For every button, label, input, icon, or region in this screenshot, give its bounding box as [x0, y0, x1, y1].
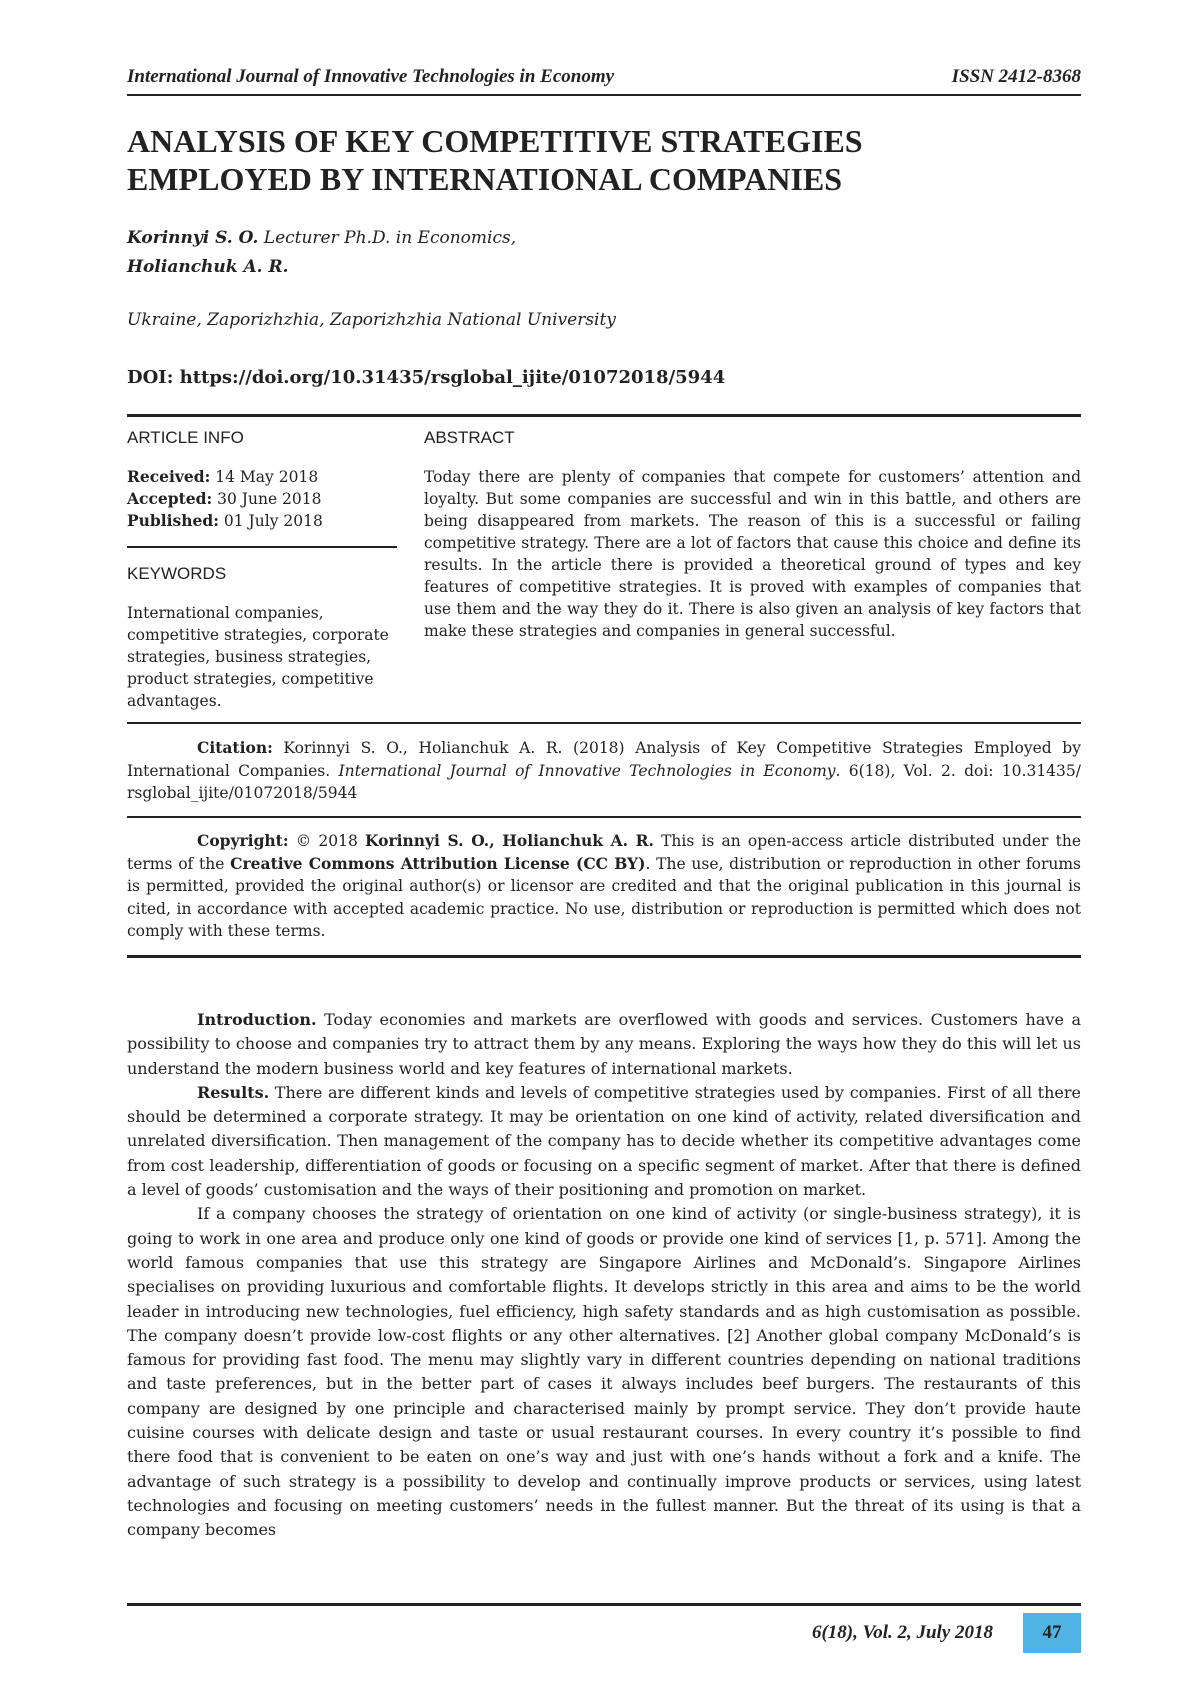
- abstract-text: Today there are plenty of companies that compete for customers’ attention and loyalty. But some companies are successful and win in this battle, and others are being disappeared from markets. The reason of this is a successful or failing competitive strategy. There are a lot of factors that cause this choice and define its results. In the article there is provided a theoretical ground of types and key features of competitive strategies. It is proved with examples of companies that use them and the way they do it. There is also given an analysis of key factors that make these strategies and companies in general successful.: [424, 468, 1081, 640]
- results-text: There are different kinds and levels of competitive strategies used by companies. First of all there should be determined a corporate strategy. It may be orientation on one kind of activity, related diversification and unrelated diversification. Then management of the company has to decide whether its competitive advantages come from cost leadership, differentiation of goods or focusing on a specific segment of market. After that there is defined a level of goods’ customisation and the ways of their positioning and promotion on market.: [127, 1082, 1081, 1200]
- journal-name: International Journal of Innovative Technologies in Economy: [127, 66, 615, 87]
- abstract-column: [424, 428, 1081, 642]
- citation-journal: International Journal of Innovative Technologies in Economy: [338, 761, 836, 780]
- copyright-text-1: This is an open-access article distributed under the terms of the: [127, 832, 1081, 873]
- citation-top-rule: [127, 722, 1081, 724]
- intro-text: Today economies and markets are overflowed with goods and services. Customers have a possibility to choose and companies try to attract them by any means. Exploring the ways how they do this will let us understand the modern business world and key features of international markets.: [127, 1010, 1081, 1078]
- accepted-date: 30 June 2018: [212, 490, 322, 508]
- header-rule: [127, 94, 1081, 96]
- page-number: 47: [1023, 1613, 1081, 1653]
- received-date: 14 May 2018: [210, 468, 319, 486]
- copyright-year: © 2018: [288, 832, 365, 850]
- title-line-2: EMPLOYED BY INTERNATIONAL COMPANIES: [127, 161, 843, 197]
- copyright-top-rule: [127, 816, 1081, 818]
- results-label: Results.: [197, 1082, 270, 1102]
- intro-label: Introduction.: [197, 1010, 317, 1029]
- citation: [127, 737, 1081, 805]
- author-1-role: Lecturer Ph.D. in Economics,: [258, 228, 517, 248]
- citation-label: Citation:: [197, 738, 273, 757]
- received-line: [127, 466, 397, 488]
- citation-tail: . 6(18), Vol. 2. doi: 10.31435/ rsglobal_ijite/01072018/5944: [127, 761, 1081, 802]
- keywords-heading: KEYWORDS: [127, 564, 227, 583]
- keywords-rule: [127, 546, 397, 548]
- accepted-label: Accepted:: [127, 489, 213, 508]
- author-2: [127, 253, 516, 282]
- accepted-line: [127, 488, 397, 510]
- doi[interactable]: DOI: https://doi.org/10.31435/rsglobal_ijite/01072018/5944: [127, 367, 726, 388]
- footer-rule: [127, 1603, 1081, 1606]
- abstract-heading: ABSTRACT: [424, 428, 515, 447]
- citation-text: Korinnyi S. O., Holianchuk A. R. (2018) Analysis of Key Competitive Strategies Employed by International Companies.: [127, 739, 1081, 780]
- article-info-column: [127, 428, 397, 712]
- author-1-name: Korinnyi S. O.: [127, 228, 259, 248]
- published-date: 01 July 2018: [218, 512, 323, 530]
- copyright-bottom-rule: [127, 955, 1081, 958]
- issue-info: 6(18), Vol. 2, July 2018: [811, 1622, 993, 1643]
- results-paragraph: [127, 1081, 1081, 1202]
- keywords-text: International companies, competitive strategies, corporate strategies, business strategies, product strategies, competitive advantages.: [127, 604, 389, 710]
- copyright: [127, 830, 1081, 943]
- article-info-heading: ARTICLE INFO: [127, 428, 244, 447]
- title-line-1: ANALYSIS OF KEY COMPETITIVE STRATEGIES: [127, 123, 863, 159]
- author-2-name: Holianchuk A. R.: [127, 257, 289, 277]
- strategy-paragraph: If a company chooses the strategy of orientation on one kind of activity (or single-business strategy), it is going to work in one area and produce only one kind of goods or provide one kind of services [1, p. 571]. Among the world famous companies that use this strategy are Singapore Airlines and McDonald’s. Singapore Airlines specialises on providing luxurious and comfortable flights. It develops strictly in this area and aims to be the world leader in introducing new technologies, fuel efficiency, high safety standards and as high customisation as possible. The company doesn’t provide low-cost flights or any other alternatives. [2] Another global company McDonald’s is famous for providing fast food. The menu may slightly vary in different countries depending on national traditions and taste preferences, but in the better part of cases it always includes beef burgers. The restaurants of this company are designed by one principle and characterised mainly by prompt service. They don’t provide haute cuisine courses with delicate design and taste or usual restaurant courses. In every country it’s possible to find there food that is convenient to be eaten on one’s way and just with one’s hands without a fork and a knife. The advantage of such strategy is a possibility to develop and continually improve products or services, using latest technologies and focusing on meeting customers’ needs in the fullest manner. But the threat of its using is that a company becomes: [127, 1204, 1081, 1540]
- copyright-label: Copyright:: [197, 831, 289, 850]
- article-dates: [127, 466, 397, 532]
- intro-paragraph: [127, 1008, 1081, 1081]
- copyright-authors: Korinnyi S. O., Holianchuk A. R.: [364, 831, 654, 850]
- info-top-rule: [127, 414, 1081, 417]
- running-header: [127, 66, 1081, 88]
- author-1: [127, 224, 516, 253]
- published-line: [127, 510, 397, 532]
- issn: ISSN 2412-8368: [951, 66, 1081, 87]
- body-text: [127, 1008, 1081, 1543]
- license-name[interactable]: Creative Commons Attribution License (CC BY): [230, 853, 646, 873]
- copyright-text-2: . The use, distribution or reproduction in other forums is permitted, provided the original author(s) or licensor are credited and that the original publication in this journal is cited, in accordance with accepted academic practice. No use, distribution or reproduction is permitted which does not comply with these terms.: [127, 854, 1081, 940]
- authors: [127, 224, 516, 282]
- page-footer: [127, 1613, 1081, 1653]
- affiliation: Ukraine, Zaporizhzhia, Zaporizhzhia National University: [127, 310, 616, 330]
- paper-title: [127, 122, 1081, 198]
- published-label: Published:: [127, 511, 219, 530]
- received-label: Received:: [127, 467, 211, 486]
